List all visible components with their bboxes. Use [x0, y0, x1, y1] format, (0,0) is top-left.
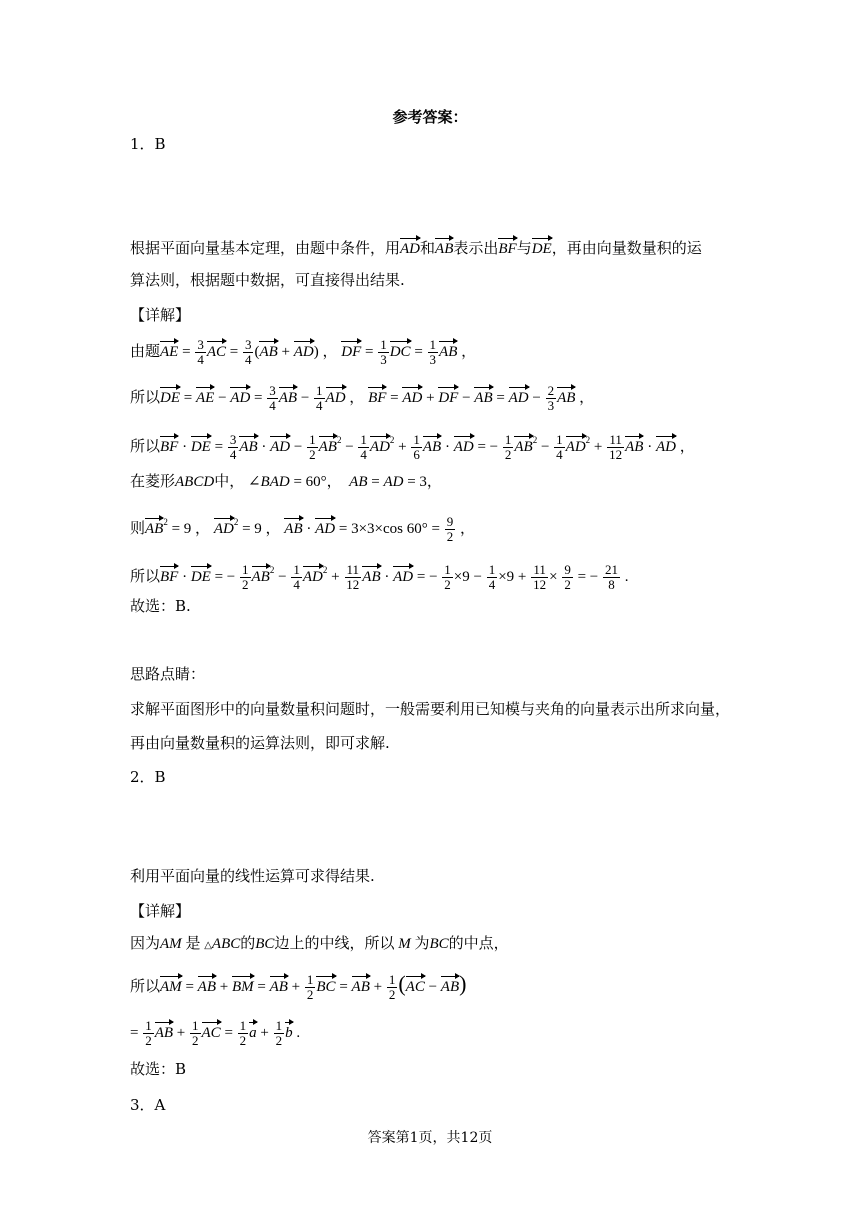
q1-analysis-line2: 算法则，根据题中数据，可直接得出结果. — [130, 271, 405, 289]
q1-analysis-show: 表示出 — [453, 239, 499, 257]
q1-step4: 在菱形ABCD中， ∠BAD = 60°， AB = AD = 3， — [130, 474, 442, 490]
q1-step1-prefix: 由题 — [130, 343, 161, 360]
q2-choose: 故选：B — [130, 1060, 187, 1078]
q1-step5: 则$AB^2 = 9$ ， $AD^2 = 9$ ， AB · AD = 3×3×cos 60° = $\frac{9}{2}$ ， — [130, 514, 475, 545]
q1-hint-line1: 求解平面图形中的向量数量积问题时，一般需要利用已知模与夹角的向量表示出所求向量， — [130, 700, 731, 718]
q1-step4-prefix: 在菱形 — [130, 474, 176, 490]
q2-step1-d: 边上的中线，所以 — [274, 936, 395, 952]
q1-step4-mid: 中， — [214, 474, 245, 490]
q3-answer: 3．A — [130, 1096, 166, 1114]
vec-BF: BF — [498, 236, 516, 259]
q1-choose: 故选：B. — [130, 597, 191, 615]
q2-step1-f: 的中点， — [448, 936, 509, 952]
q1-analysis-and: 和 — [420, 239, 436, 257]
q1-step2: 所以DE = AE − AD = $\frac{3}{4}$ AB − $\frac{1}{4}$ AD ， BF = AD + DF − AB = AD − $\frac{2}{3}$ AB ， — [130, 383, 595, 413]
q1-analysis-with: 与 — [516, 239, 532, 257]
q1-hint-label: 思路点睛： — [130, 665, 206, 683]
vec-AD: AD — [400, 236, 420, 259]
page-title: 参考答案： — [392, 108, 468, 126]
q1-analysis-line1 — [130, 236, 702, 259]
vec-AB: AB — [435, 236, 453, 259]
q2-step1-e: 为 — [414, 936, 430, 952]
q1-hint-line2: 再由向量数量积的运算法则，即可求解. — [130, 734, 390, 752]
q1-answer: 1．B — [130, 135, 166, 153]
q1-step1: 由题AE = $\frac{3}{4}$ AC = $\frac{3}{4}$ (AB + AD) ， DF = $\frac{1}{3}$ DC = $\frac{1}{3}$ AB ， — [130, 337, 477, 367]
page-footer: 答案第1页，共12页 — [367, 1130, 493, 1146]
q1-analysis-rest: ，再由向量数量积的运 — [551, 239, 702, 257]
q1-step2-prefix: 所以 — [130, 389, 161, 406]
q2-detail-label: 【详解】 — [130, 902, 191, 920]
q1-detail-label: 【详解】 — [130, 306, 191, 324]
q2-step1: 因为AM 是 △ABC的BC边上的中线，所以 M 为BC的中点， — [130, 936, 509, 952]
q2-step1-a: 因为 — [130, 936, 161, 952]
q1-step5-prefix: 则 — [130, 521, 146, 537]
q2-answer: 2．B — [130, 768, 166, 786]
q2-step1-b: 是 — [185, 936, 201, 952]
q2-step1-c: 的 — [240, 936, 256, 952]
q1-step6: 所以BF · DE = − $\frac{1}{2}$ $AB^2$ − $\frac{1}{4}$ $AD^2$ + $\frac{11}{12}$ AB · AD = − $\frac{1}{2}$ ×9 − $\frac{1}{4}$ ×9 + $\frac{11}{12}$ × $\frac{9}{2}$ = − $\frac{21}{8}$ . — [130, 562, 629, 593]
q2-step3: = $\frac{1}{2}$ AB + $\frac{1}{2}$ AC = $\frac{1}{2}$ a + $\frac{1}{2}$ b . — [130, 1018, 301, 1048]
q2-step2: 所以AM = AB + BM = AB + $\frac{1}{2}$ BC = AB + $\frac{1}{2}$ (AC − AB) — [130, 970, 467, 1002]
q1-step3-prefix: 所以 — [130, 439, 161, 455]
q2-analysis: 利用平面向量的线性运算可求得结果. — [130, 867, 375, 885]
q1-step6-prefix: 所以 — [130, 569, 161, 585]
q2-step2-prefix: 所以 — [130, 978, 161, 995]
q1-step3: 所以BF · DE = $\frac{3}{4}$ AB · AD − $\frac{1}{2}$ $AB^2$ − $\frac{1}{4}$ $AD^2$ + $\frac{1}{6}$ AB · AD = − $\frac{1}{2}$ $AB^2$ − $\frac{1}{4}$ $AD^2$ + $\frac{11}{12}$ AB · AD ， — [130, 432, 695, 463]
vec-DE: DE — [532, 236, 552, 259]
q1-analysis-text: 根据平面向量基本定理，由题中条件，用 — [130, 239, 401, 257]
